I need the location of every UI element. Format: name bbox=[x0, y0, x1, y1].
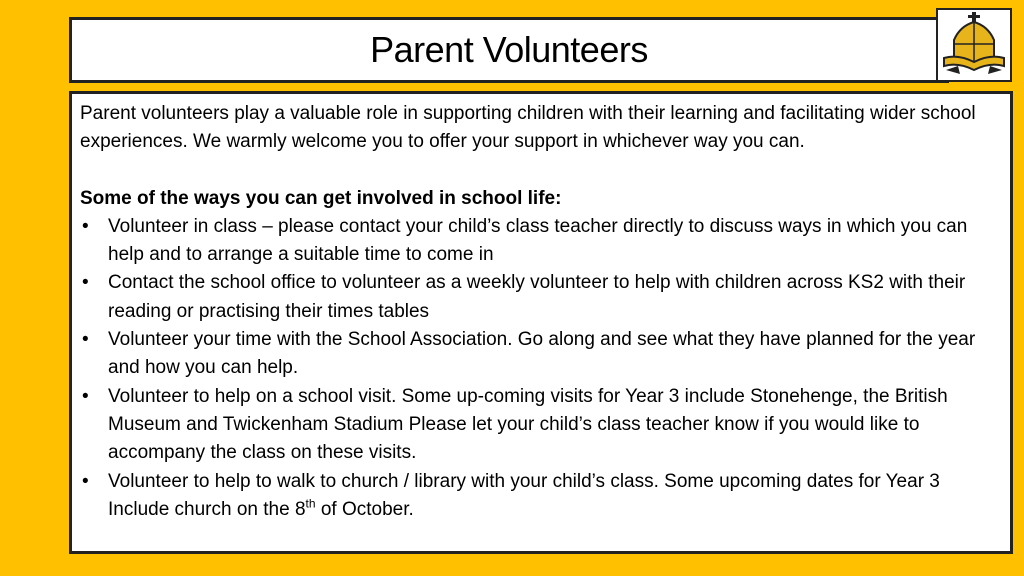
title-banner bbox=[69, 17, 949, 83]
school-crest-icon bbox=[938, 10, 1010, 80]
list-item-text: Contact the school office to volunteer as a weekly volunteer to help with children across KS2 with their reading or practising their times tables bbox=[108, 272, 966, 322]
bullet-icon: • bbox=[82, 272, 89, 294]
bullet-icon: • bbox=[82, 215, 89, 237]
list-item bbox=[80, 383, 1002, 468]
school-logo bbox=[936, 8, 1012, 82]
list-item-text: Volunteer in class – please contact your child’s class teacher directly to discuss ways in which you can help and to arrange a suitable time to come in bbox=[108, 215, 968, 266]
ordinal-suffix: th bbox=[305, 496, 316, 511]
list-item-text bbox=[108, 471, 940, 520]
bullet-icon: • bbox=[82, 385, 89, 407]
list-item-text: Volunteer your time with the School Association. Go along and see what they have planned for the year and how you can help. bbox=[108, 329, 976, 379]
ways-heading: Some of the ways you can get involved in school life: bbox=[80, 187, 562, 209]
page-title: Parent Volunteers bbox=[370, 29, 648, 70]
list-item-text: Volunteer to help on a school visit. Some up-coming visits for Year 3 include Stonehenge, the British Museum and Twickenham Stadium Please let your child’s class teacher know if you would like to accompany the class on these visits. bbox=[108, 385, 948, 464]
list-item-text-end: of October. bbox=[315, 498, 414, 520]
list-item bbox=[80, 468, 1002, 525]
list-item bbox=[80, 269, 1002, 326]
bullet-icon: • bbox=[82, 329, 89, 351]
paragraph-spacer bbox=[80, 157, 1002, 185]
list-item bbox=[80, 326, 1002, 383]
content-panel bbox=[69, 91, 1013, 554]
list-item bbox=[80, 213, 1002, 270]
ways-list bbox=[80, 213, 1002, 524]
bullet-icon: • bbox=[82, 470, 89, 492]
intro-paragraph: Parent volunteers play a valuable role in supporting children with their learning and facilitating wider school experiences. We warmly welcome you to offer your support in whichever way you can. bbox=[80, 103, 976, 153]
list-item-text-start: Volunteer to help to walk to church / library with your child’s class. Some upcoming dates for Year 3 Include church on the 8 bbox=[108, 470, 940, 520]
